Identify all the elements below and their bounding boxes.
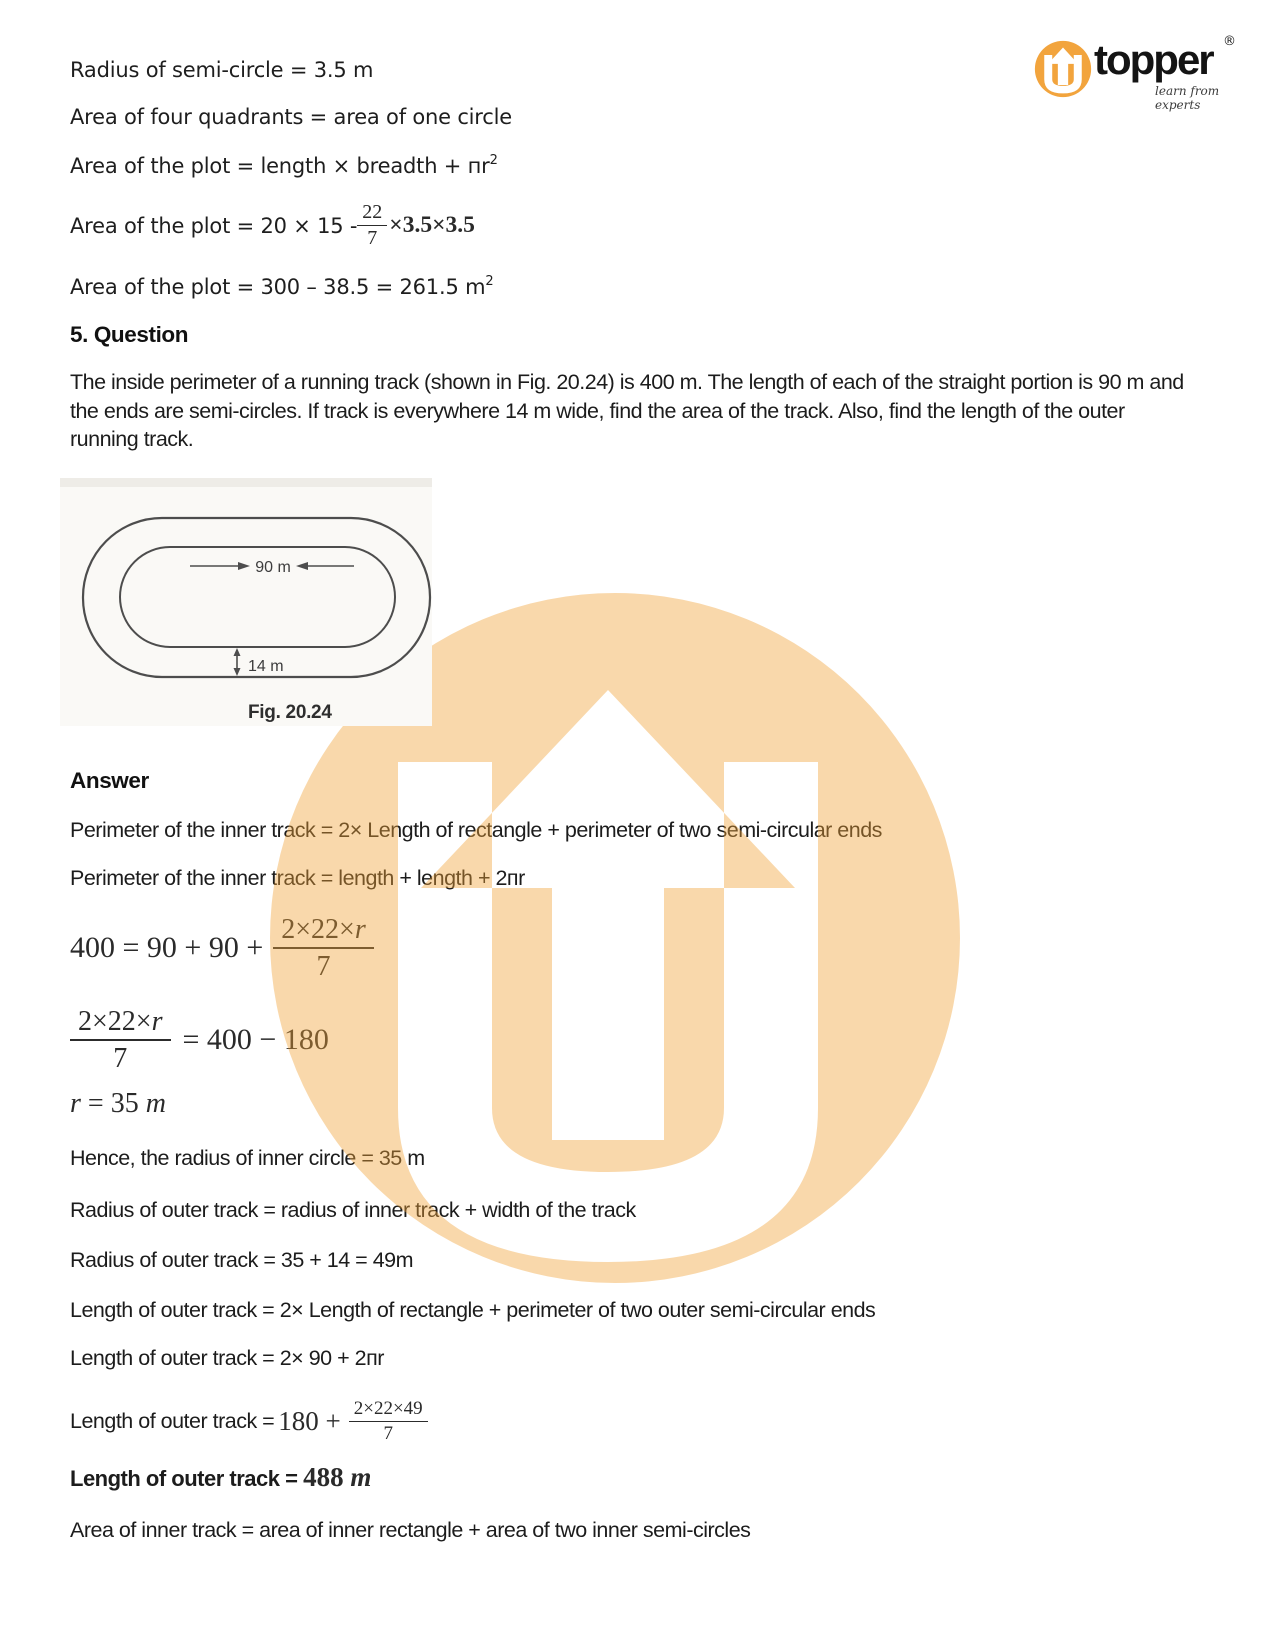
equation-rhs: = 400 − 180: [182, 1023, 329, 1056]
registered-trademark-symbol: ®: [1223, 34, 1236, 49]
intro-line-area-result: [70, 274, 493, 299]
track-diagram: [60, 478, 432, 726]
width-dimension-arrow: [234, 648, 241, 676]
fraction-2x22xr-over-7: [70, 1007, 171, 1074]
unit-m: m: [350, 1462, 372, 1492]
equation-inner-perimeter: [70, 906, 374, 990]
intro-line3-text: Area of the plot = length × breadth + пr: [70, 154, 490, 178]
outer-track-outline: [83, 518, 430, 677]
fraction-numerator: 2×22×r: [78, 1005, 163, 1037]
fraction-denominator: 7: [70, 1039, 171, 1073]
logo-u-arrow-icon: [1033, 39, 1093, 99]
logo-wordmark: topper: [1094, 36, 1213, 83]
unit-m: m: [145, 1088, 166, 1119]
fraction-numerator: 2×22×r: [281, 913, 366, 945]
figure-caption: Fig. 20.24: [248, 702, 332, 723]
answer-line-hence-radius: Hence, the radius of inner circle = 35 m: [70, 1146, 425, 1170]
intro-line5-superscript: 2: [485, 274, 494, 289]
answer-line-outer-radius-1: Radius of outer track = radius of inner track + width of the track: [70, 1198, 636, 1222]
answer-line-outer-radius-2: Radius of outer track = 35 + 14 = 49m: [70, 1248, 414, 1272]
equation-180-plus: 180 +: [278, 1405, 341, 1436]
equation-solve-r: [70, 998, 329, 1082]
fraction-denominator: 7: [273, 947, 374, 981]
fraction-denominator: 7: [357, 225, 387, 249]
answer-line-outer-length-1: Length of outer track = 2× Length of rectangle + perimeter of two outer semi-circular ends: [70, 1298, 876, 1322]
fraction-denominator: 7: [349, 1421, 428, 1444]
result-value: 488 m: [303, 1462, 372, 1492]
intro-line-area-formula: [70, 153, 498, 178]
intro-line-radius: Radius of semi-circle = 3.5 m: [70, 58, 374, 82]
variable-r: r: [70, 1088, 81, 1119]
question-heading: 5. Question: [70, 322, 189, 347]
intro-line5-text: Area of the plot = 300 – 38.5 = 261.5 m: [70, 275, 486, 299]
answer-line-perimeter-2: Perimeter of the inner track = length + length + 2пr: [70, 866, 525, 890]
equation-outer-length: [70, 1392, 428, 1450]
fraction-numerator: 2×22×49: [353, 1397, 423, 1419]
intro-line3-superscript: 2: [489, 153, 498, 168]
question-body: The inside perimeter of a running track (shown in Fig. 20.24) is 400 m. The length of each of the straight portion is 90 m and the ends are semi-circles. If track is everywhere 14 m wide, find the area of the track. Also, find the length of the outer running track.: [70, 370, 1184, 451]
intro-line-area-substitution: [70, 202, 475, 249]
fraction-numerator: 22: [362, 201, 383, 223]
utopper-logo: [1030, 30, 1245, 112]
length-label: 90 m: [255, 559, 291, 576]
intro-line4-product: ×3.5×3.5: [389, 212, 475, 238]
answer-line-perimeter-1: Perimeter of the inner track = 2× Length of rectangle + perimeter of two semi-circular ends: [70, 818, 882, 842]
equation-label: Length of outer track =: [70, 1408, 275, 1433]
result-label: Length of outer track =: [70, 1466, 304, 1491]
fraction-22-7: [357, 202, 387, 249]
logo-tagline: learn from experts: [1155, 84, 1220, 112]
fraction-2x22x49-over-7: [349, 1399, 428, 1444]
answer-line-outer-length-result: [70, 1462, 371, 1493]
fraction-2x22xr-over-7: [273, 915, 374, 982]
answer-line-inner-area: Area of inner track = area of inner rectangle + area of two inner semi-circles: [70, 1518, 751, 1542]
figure-running-track: [60, 478, 432, 726]
answer-line-outer-length-2: Length of outer track = 2× 90 + 2пr: [70, 1346, 384, 1370]
answer-heading: Answer: [70, 768, 149, 793]
width-label: 14 m: [248, 658, 284, 675]
intro-line4-text: Area of the plot = 20 × 15 -: [70, 213, 358, 238]
equation-lhs: 400 = 90 + 90 +: [70, 931, 264, 964]
intro-line-quadrants: Area of four quadrants = area of one circle: [70, 105, 512, 129]
equation-r-result: r = 35 m: [70, 1088, 166, 1119]
